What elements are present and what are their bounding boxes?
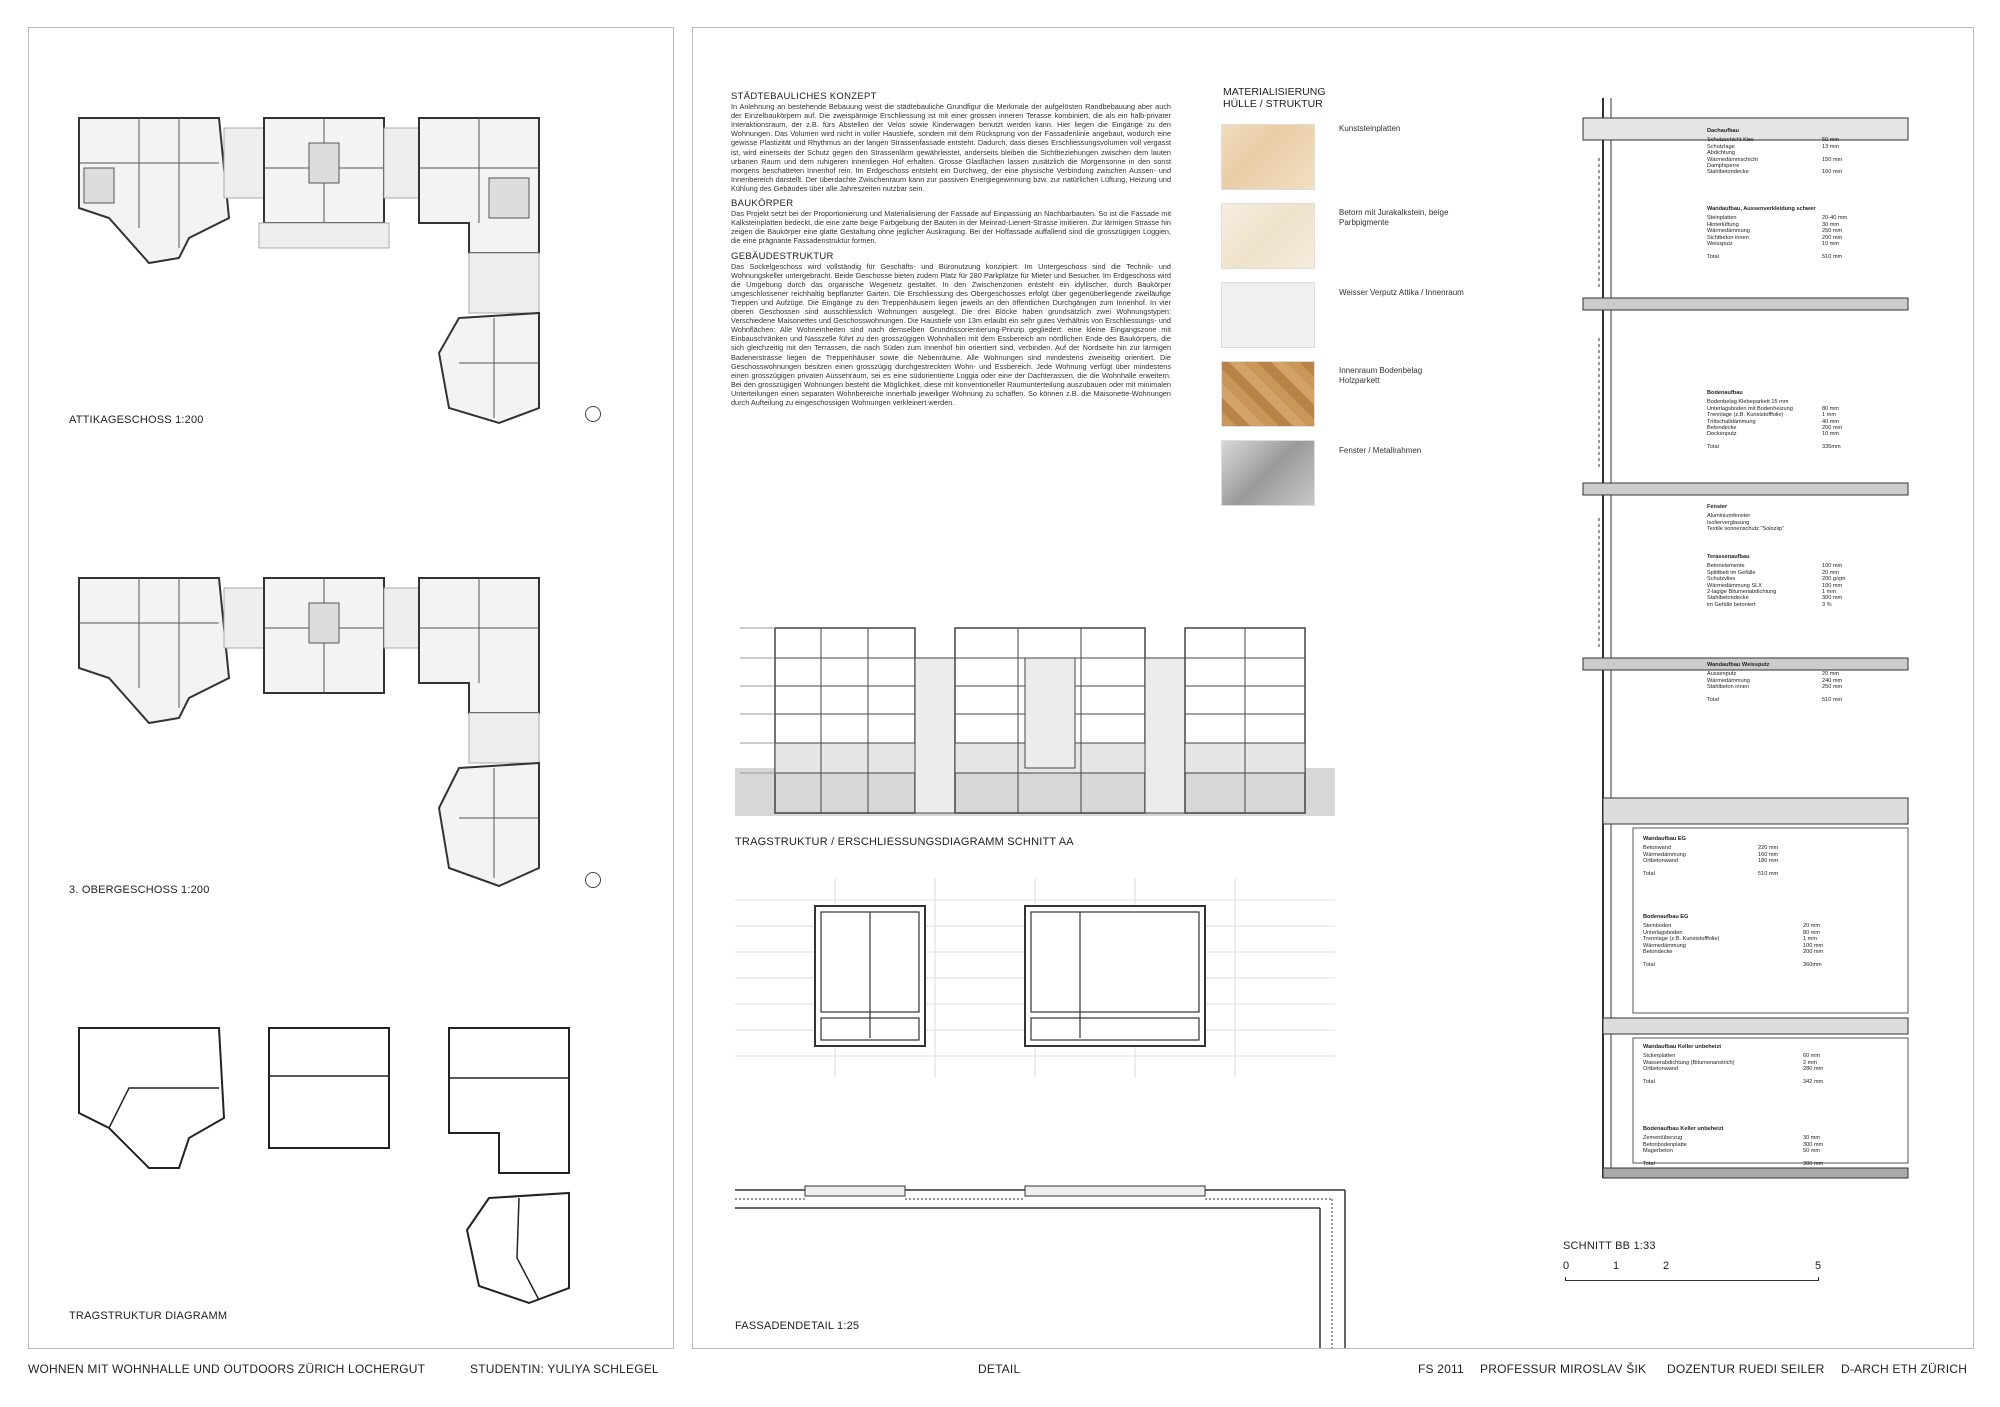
footer-student: STUDENTIN: YULIYA SCHLEGEL (470, 1362, 659, 1376)
spec-value: 200 mm (1822, 425, 1843, 432)
footer-dozent: DOZENTUR RUEDI SEILER (1667, 1362, 1825, 1376)
spec-key: Unterlagsboden (1643, 929, 1683, 936)
spec-key: Sichtbeton innen (1707, 234, 1749, 241)
spec-value: 30 mm (1822, 221, 1840, 228)
schnitt-aa-section (725, 588, 1395, 828)
spec-key: Total (1643, 1161, 1655, 1168)
spec-value: 100 mm (1822, 563, 1843, 570)
spec-bodenaufbau-keller (1643, 1126, 1823, 1167)
material-swatch-metall (1221, 440, 1315, 506)
footer-institute: D-ARCH ETH ZÜRICH (1841, 1362, 1968, 1376)
spec-value: 20 mm (1803, 923, 1821, 930)
spec-key: Isolierverglasung (1707, 519, 1750, 526)
spec-wandaufbau-eg (1643, 836, 1778, 877)
spec-key: Wärmedämmung SLX (1707, 582, 1763, 589)
spec-key: Trennlage (z.B. Kunststofffolie) (1643, 936, 1720, 943)
spec-value: 380 mm (1803, 1161, 1824, 1168)
spec-terassenaufbau (1707, 554, 1845, 608)
spec-title: Bodenaufbau Keller unbeheizt (1643, 1126, 1724, 1132)
spec-bodenaufbau-eg (1643, 914, 1823, 968)
spec-key: Schutzvlies (1707, 576, 1736, 583)
spec-wandaufbau-keller (1643, 1044, 1823, 1085)
section-title: BAUKÖRPER (731, 198, 794, 210)
footer-project: WOHNEN MIT WOHNHALLE UND OUTDOORS ZÜRICH LOCHERGUT (28, 1362, 426, 1376)
north-arrow-icon (585, 872, 601, 888)
spec-key: Ortbetonwand (1643, 858, 1679, 865)
spec-key: Stahlbeton innen (1707, 684, 1749, 691)
spec-key: Aluminiumfenster (1707, 513, 1751, 520)
spec-title: Bodenaufbau EG (1643, 914, 1689, 920)
spec-title: Fenster (1707, 504, 1728, 510)
spec-key: Trittschalldämmung (1707, 418, 1756, 425)
spec-value: 13 mm (1822, 143, 1840, 150)
spec-value: 510 mm (1822, 697, 1843, 704)
spec-key: Wärmedämmung (1707, 228, 1750, 235)
spec-value: 160 mm (1822, 169, 1843, 176)
schnitt-aa-label: TRAGSTRUKTUR / ERSCHLIESSUNGSDIAGRAMM SCHNITT AA (735, 836, 1074, 848)
material-label: Innenraum Bodenbelag Holzparkett (1339, 366, 1423, 385)
spec-value: 1 mm (1803, 936, 1817, 943)
spec-dachaufbau (1707, 128, 1842, 176)
spec-key: Schutzlage (1707, 143, 1735, 150)
tragstruktur-label: TRAGSTRUKTUR DIAGRAMM (69, 1310, 228, 1322)
spec-key: Total (1643, 871, 1655, 878)
spec-key: Trennlage (z.B. Kunststofffolie) (1707, 412, 1784, 419)
spec-key: Wärmedämmung (1643, 851, 1686, 858)
spec-key: Sickerplatten (1643, 1053, 1676, 1060)
spec-value: 20 mm (1822, 671, 1840, 678)
spec-key: Textile sonnenschutz "Soloziip" (1707, 526, 1785, 533)
spec-title: Wandaufbau Keller unbeheizt (1643, 1044, 1722, 1050)
spec-key: Wärmedämmschicht (1707, 156, 1758, 163)
material-swatch-kunststein (1221, 124, 1315, 190)
obergeschoss-label: 3. OBERGESCHOSS 1:200 (69, 884, 210, 896)
section-body: Das Sockelgeschoss wird vollständig für Geschäfts- und Büronutzung konzipiert. Im Untergeschoss sind die Technik- und Wohnungskeller untergebracht. Beide Geschosse bieten zudem Platz für 280 Parkplätze für Mieter und Besucher. Im Erdgeschoss wird die Umgebung durch das organische Wegenetz gestaltet. In den Zwischenzonen entsteht ein idyllischer, durch Baukörper umgeschlossener reichhaltig bepflanzter Garten. Die Erschliessung des Obergeschosses erfolgt über gegenüberliegende zweiläufige Treppen und Aufzüge. Die Eingänge zu den Treppenhäusern liegen jeweils an den öffentlichen Durchgängen zum Innenhof. In vier oberen Geschossen sind ausschliesslich Wohnungen ausgelegt. Die drei Blöcke haben grundsätzlich zwei Wohnungstypen: Verschiedene Maisonettes und Geschosswohnungen. Die Haustiefe von 13m erlaubt ein sehr gutes Verhältnis von Erschliessungs- und Wohnflächen: Alle Wohneinheiten sind nach demselben Grundrissorientierung-Prinzip gegliedert: eine kleine Eingangszone mit Einbauschränken und Nasszelle führt zu den grosszügigen Wohnhallen mit dem Essbereich am nördlichen Ende des Baukörpers, die sich gleichzeitig mit den Terrassen, die nach Süden zum Innenhof hin orientiert sind, verbinden. Auf der Nordseite hin zur lärmigen Badenerstrasse liegen die Treppenhäuser sowie die Nebenräume. Alle Wohnungen sind mindestens zweiseitig orientiert. Die Geschosswohnungen besitzen einen grosszügig durchgestreckten Wohn- und Essbereich. Jede Wohnung verfügt über mindestens einen grosszügigen privaten Aussenraum, sei es eine südorientierte Loggia oder eine der Dachterassen, die die Wohnhalle erweitern. Bei den grosszügigen Wohnungen besteht die Möglichkeit, diese mit konventioneller Raumunterteilung auszubauen oder mit minimalen Unterteilungen einen separaten Wohnbereiche innerhalb jeweiliger Wohnung zu schaffen. So können z.B. die Maisonette-Wohnungen durch Aufteilung zu eingeschossigen Wohnungen verkleinert werden. (731, 261, 1171, 407)
spec-key: Total (1707, 444, 1719, 451)
spec-key: Wärmedämmung (1707, 677, 1750, 684)
spec-key: Total (1643, 961, 1655, 968)
spec-value: 20-40 mm (1822, 215, 1848, 222)
spec-key: Splittbett im Gefälle (1707, 569, 1756, 576)
north-arrow-icon (585, 406, 601, 422)
spec-value: 40 mm (1822, 418, 1840, 425)
spec-title: Dachaufbau (1707, 128, 1740, 134)
obergeschoss-plan (69, 568, 629, 898)
spec-wandaufbau-aussen (1707, 206, 1847, 260)
spec-value: 10 mm (1822, 431, 1840, 438)
spec-title: Wandaufbau Weissputz (1707, 662, 1770, 668)
material-label: Fenster / Metallrahmen (1339, 446, 1422, 455)
fassadendetail-label: FASSADENDETAIL 1:25 (735, 1320, 860, 1332)
spec-value: 510 mm (1758, 871, 1779, 878)
spec-value: 1 mm (1822, 589, 1836, 596)
spec-value: 50 mm (1822, 137, 1840, 144)
spec-key: 2-lagige Bitumenabdichtung (1707, 589, 1777, 596)
spec-value: 240 mm (1822, 677, 1843, 684)
spec-value: 160 mm (1758, 851, 1779, 858)
spec-value: 100 mm (1822, 582, 1843, 589)
spec-key: Steinplatten (1707, 215, 1737, 222)
spec-value: 2 mm (1803, 1059, 1817, 1066)
spec-value: 100 mm (1803, 942, 1824, 949)
footer-semester: FS 2011 (1418, 1362, 1464, 1376)
spec-value: 510 mm (1822, 253, 1843, 260)
spec-value: 360mm (1803, 961, 1822, 968)
material-label: Weisser Verputz Attika / Innenraum (1339, 288, 1464, 297)
spec-value: 150 mm (1822, 156, 1843, 163)
spec-key: Total (1707, 697, 1719, 704)
spec-value: 50 mm (1803, 1148, 1821, 1155)
spec-key: Weissputz (1707, 241, 1733, 248)
spec-value: 250 mm (1822, 684, 1843, 691)
spec-value: 250 mm (1822, 228, 1843, 235)
spec-key: Ortbetonwand (1643, 1066, 1679, 1073)
attikageschoss-label: ATTIKAGESCHOSS 1:200 (69, 414, 204, 426)
spec-value: 300 mm (1822, 595, 1843, 602)
spec-value: 30 mm (1803, 1135, 1821, 1142)
material-swatch-parkett (1221, 361, 1315, 427)
spec-value: 1 mm (1822, 412, 1836, 419)
spec-value: 335mm (1822, 444, 1841, 451)
spec-value: 60 mm (1803, 1053, 1821, 1060)
materials-title (1223, 86, 1326, 110)
section-body: In Anlehnung an bestehende Bebauung weist die städtebauliche Grundfigur die Merkmale der aufgelösten Randbebauung aber auch der Einzelbaukörpern auf. Die zweispännige Erschliessung ist mit einer grossen inneren Terasse kombiniert, die als ein halb-privater Interaktionsraum, der z.B. fürs Abstellen der Velos sowie Kinderwagen benutzt werden kann. Hier liegen die Eingänge zu den Wohnungen. Das Volumen wird nicht in voller Haustiefe, sondern mit dem Rücksprung von der Fassadenlinie angebaut, wodurch eine gewisse Plastizität und Rhythmus an der langen Strassenfassade entsteht. Dadurch, dass dieses Erschliessungsvolumen voll vergasst ist, wird einerseits der Schutz gegen den Strassenlärm gewährleistet, anderseits bleiben die Sichtbeziehungen zwischen dem lauten urbanen Raum und dem ruhigeren innenliegen Hof erhalten. Grosse Glasflächen lassen zusätzlich die Morgensonne in den sonst morgens beschatteten Innenhof rein. Im Erdgeschoss entsteht ein Durchweg, der eine physische Verbindung zwischen Aussen- und Innenbereich darstellt. Der überdachte Zwischenraum kann zur passiven Energiegewinnung bzw. zur natürlichen Lüftung, Heizung und Kühlung des Gebäudes über alle Jahreszeiten nutzbar sein. (731, 102, 1171, 193)
spec-value: 220 mm (1758, 845, 1779, 852)
section-title: STÄDTEBAULICHES KONZEPT (731, 91, 877, 102)
spec-value: 10 mm (1822, 241, 1840, 248)
spec-key: Deckenputz (1707, 431, 1737, 438)
spec-key: Betonwand (1643, 845, 1671, 852)
spec-value: 80 mm (1822, 405, 1840, 412)
spec-key: Betonelemente (1707, 563, 1745, 570)
spec-value: 20 mm (1822, 569, 1840, 576)
material-label: Betorn mit Jurakalkstein, beige Parbpigmente (1339, 208, 1449, 227)
spec-value: 200 mm (1822, 234, 1843, 241)
section-body: Das Projekt setzt bei der Proportionierung und Materialisierung der Fassade auf Einpassung an Nachbarbauten. So ist die Fassade mit Kalksteinplatten bedeckt, die eine zarte beige Farbgebung der Bauten in der Meinrad-Lienert-Strasse imitieren. Zur lärmigen Strasse hin zeigen die Baukörper eine glatte Gestaltung ohne jeglicher Auskragung. Bei der Hoffassade auffallend sind die grosszügigen Loggien, die eine prägnante Fassadenstruktur formen. (731, 209, 1171, 246)
spec-key: Stahlbetondecke (1707, 595, 1749, 602)
spec-key: Betondecke (1707, 425, 1737, 432)
spec-key: Total (1707, 253, 1719, 260)
description-text (731, 86, 1171, 407)
tragstruktur-diagram (69, 1018, 629, 1308)
spec-value: 80 mm (1803, 929, 1821, 936)
spec-key: Hinterlüftung (1707, 221, 1739, 228)
spec-title: Terassenaufbau (1707, 554, 1750, 560)
spec-key: Abdichtung (1707, 150, 1735, 157)
spec-key: Total (1643, 1079, 1655, 1086)
spec-wandaufbau-weissputz (1707, 662, 1842, 703)
spec-value: 280 mm (1803, 1066, 1824, 1073)
spec-key: Schutzschicht Kies (1707, 137, 1754, 144)
spec-key: Bodenbelag Klebeparkett 15 mm (1707, 399, 1789, 406)
material-label: Kunststeinplatten (1339, 124, 1401, 133)
scale-tick-label: 1 (1613, 1260, 1620, 1272)
spec-title: Bodenaufbau (1707, 390, 1743, 396)
footer-center: DETAIL (978, 1362, 1021, 1376)
spec-value: 3 % (1822, 601, 1832, 608)
spec-value: 200 mm (1803, 949, 1824, 956)
scale-tick-label: 2 (1663, 1260, 1670, 1272)
left-panel (28, 27, 674, 1349)
spec-key: im Gefälle betoniert (1707, 601, 1756, 608)
scale-tick-label: 0 (1563, 1260, 1570, 1272)
spec-key: Wasserabdichtung (Bitumenanstrich) (1643, 1059, 1735, 1066)
schnitt-bb-section (1543, 98, 1943, 1198)
spec-key: Betondecke (1643, 949, 1673, 956)
attikageschoss-plan (69, 108, 629, 428)
spec-fenster (1707, 504, 1822, 533)
materials-title-line2: HÜLLE / STRUKTUR (1223, 98, 1323, 110)
right-panel (692, 27, 1974, 1349)
schnitt-bb-label: SCHNITT BB 1:33 (1563, 1240, 1656, 1252)
fassade-elevation (735, 878, 1355, 1078)
spec-value: 300 mm (1803, 1141, 1824, 1148)
spec-key: Steinboden (1643, 923, 1672, 930)
spec-title: Wandaufbau EG (1643, 836, 1686, 842)
spec-key: Aussenputz (1707, 671, 1737, 678)
spec-key: Stahlbetondecke (1707, 169, 1749, 176)
materials-title-line1: MATERIALISIERUNG (1223, 86, 1326, 98)
material-swatch-beton (1221, 203, 1315, 269)
spec-key: Magerbeton (1643, 1148, 1673, 1155)
spec-value: 342 mm (1803, 1079, 1824, 1086)
scale-line (1565, 1277, 1819, 1281)
spec-key: Zementüberzug (1643, 1135, 1683, 1142)
spec-value: 180 mm (1758, 858, 1779, 865)
spec-key: Wärmedämmung (1643, 942, 1686, 949)
scale-bar (1563, 1260, 1823, 1286)
spec-bodenaufbau (1707, 390, 1842, 451)
spec-value: 200 g/qm (1822, 576, 1846, 583)
spec-key: Unterlagsboden mit Bodenheizung (1707, 405, 1793, 412)
footer-professor: PROFESSUR MIROSLAV ŠIK (1480, 1362, 1647, 1376)
section-title: GEBÄUDESTRUKTUR (731, 250, 834, 262)
material-swatch-verputz (1221, 282, 1315, 348)
spec-key: Betonbodenplatte (1643, 1141, 1687, 1148)
scale-tick-label: 5 (1815, 1260, 1822, 1272)
spec-title: Wandaufbau, Aussenverkleidung schwer (1707, 206, 1816, 212)
spec-key: Dampfsperre (1707, 163, 1740, 170)
